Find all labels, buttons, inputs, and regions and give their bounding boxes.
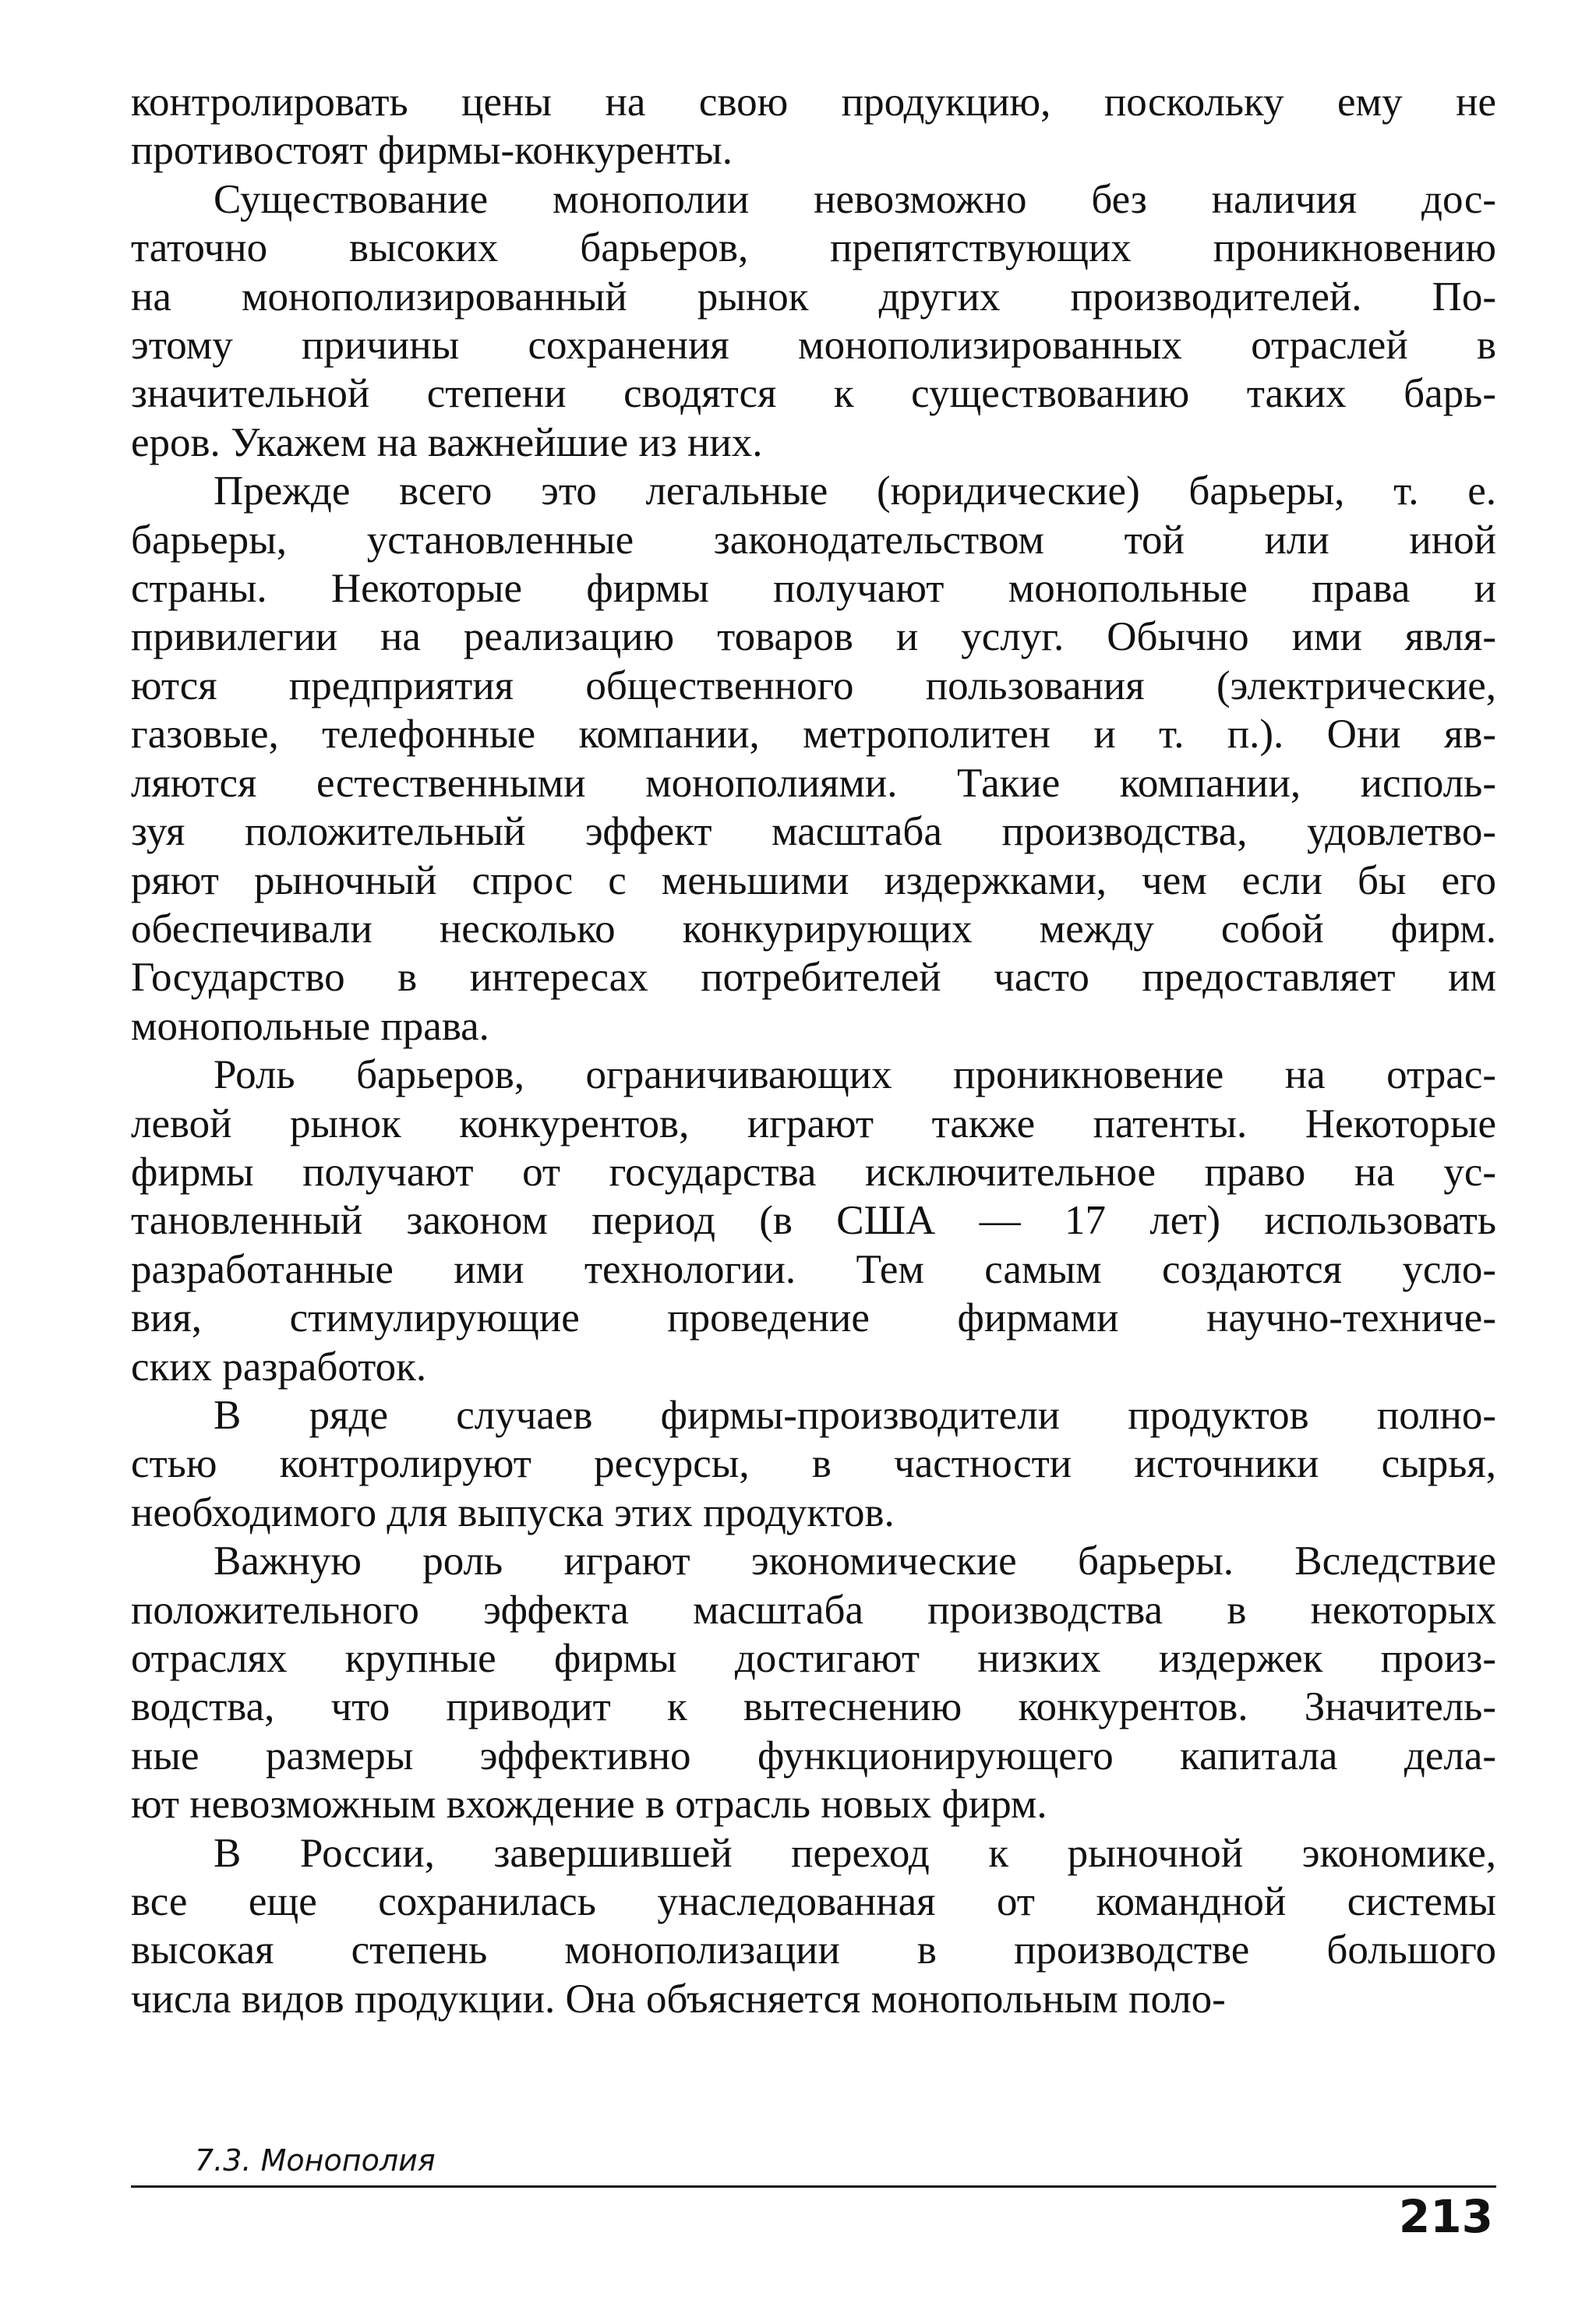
text-line: высокая степень монополизации в производстве большого bbox=[131, 1927, 1496, 1973]
paragraph bbox=[131, 1537, 1496, 1828]
page-body bbox=[131, 78, 1496, 2023]
text-line: Прежде всего это легальные (юридические) барьеры, т. е. bbox=[214, 468, 1496, 514]
text-line: еров. Укажем на важнейшие из них. bbox=[131, 419, 763, 465]
footer-rule bbox=[131, 2185, 1496, 2188]
text-line: отраслях крупные фирмы достигают низких издержек произ- bbox=[131, 1636, 1496, 1681]
text-line: Роль барьеров, ограничивающих проникновение на отрас- bbox=[214, 1052, 1496, 1098]
text-line: Важную роль играют экономические барьеры. Вследствие bbox=[214, 1539, 1496, 1584]
text-line: стью контролируют ресурсы, в частности источники сырья, bbox=[131, 1441, 1496, 1487]
paragraph bbox=[131, 175, 1496, 467]
text-line: ряют рыночный спрос с меньшими издержками, чем если бы его bbox=[131, 857, 1496, 903]
text-line: разработанные ими технологии. Тем самым создаются усло- bbox=[131, 1246, 1496, 1292]
text-line: положительного эффекта масштаба производства в некоторых bbox=[131, 1587, 1496, 1633]
text-line: все еще сохранилась унаследованная от командной системы bbox=[131, 1879, 1496, 1925]
text-line: В ряде случаев фирмы-производители продуктов полно- bbox=[214, 1392, 1496, 1438]
text-line: зуя положительный эффект масштаба производства, удовлетво- bbox=[131, 809, 1496, 855]
text-line: значительной степени сводятся к существованию таких барь- bbox=[131, 371, 1496, 417]
text-line: В России, завершившей переход к рыночной экономике, bbox=[214, 1830, 1496, 1876]
page-footer bbox=[131, 2143, 1496, 2243]
text-line: страны. Некоторые фирмы получают монопольные права и bbox=[131, 566, 1496, 612]
running-footer-section-title: 7.3. Монополия bbox=[195, 2143, 436, 2178]
text-line: числа видов продукции. Она объясняется монопольным поло- bbox=[131, 1976, 1226, 2022]
paragraph bbox=[131, 1391, 1496, 1537]
text-line: ских разработок. bbox=[131, 1344, 427, 1390]
text-line: барьеры, установленные законодательством той или иной bbox=[131, 517, 1496, 563]
text-line: противостоят фирмы-конкуренты. bbox=[131, 128, 733, 174]
text-line: тановленный законом период (в США — 17 лет) использовать bbox=[131, 1198, 1496, 1244]
text-line: таточно высоких барьеров, препятствующих проникновению bbox=[131, 225, 1496, 271]
text-line: ются предприятия общественного пользования (электрические, bbox=[131, 662, 1496, 708]
paragraph bbox=[131, 1829, 1496, 2024]
text-line: ные размеры эффективно функционирующего капитала дела- bbox=[131, 1733, 1496, 1779]
text-line: необходимого для выпуска этих продуктов. bbox=[131, 1489, 895, 1535]
text-line: монопольные права. bbox=[131, 1003, 489, 1049]
page-number: 213 bbox=[1398, 2190, 1493, 2243]
text-line: водства, что приводит к вытеснению конкурентов. Значитель- bbox=[131, 1684, 1496, 1730]
text-line: привилегии на реализацию товаров и услуг. Обычно ими явля- bbox=[131, 614, 1496, 660]
text-line: Государство в интересах потребителей часто предоставляет им bbox=[131, 955, 1496, 1001]
text-line: Существование монополии невозможно без наличия дос- bbox=[214, 176, 1496, 222]
text-line: вия, стимулирующие проведение фирмами научно-техниче- bbox=[131, 1295, 1496, 1341]
paragraph bbox=[131, 78, 1496, 175]
text-line: газовые, телефонные компании, метрополитен и т. п.). Они яв- bbox=[131, 712, 1496, 758]
text-line: обеспечивали несколько конкурирующих между собой фирм. bbox=[131, 906, 1496, 952]
paragraph bbox=[131, 467, 1496, 1051]
text-line: фирмы получают от государства исключительное право на ус- bbox=[131, 1149, 1496, 1195]
paragraph bbox=[131, 1051, 1496, 1391]
text-line: ют невозможным вхождение в отрасль новых фирм. bbox=[131, 1782, 1047, 1828]
text-line: ляются естественными монополиями. Такие компании, исполь- bbox=[131, 760, 1496, 806]
text-line: этому причины сохранения монополизированных отраслей в bbox=[131, 323, 1496, 369]
text-line: контролировать цены на свою продукцию, поскольку ему не bbox=[131, 79, 1496, 125]
text-line: левой рынок конкурентов, играют также патенты. Некоторые bbox=[131, 1100, 1496, 1146]
text-line: на монополизированный рынок других производителей. По- bbox=[131, 274, 1496, 320]
